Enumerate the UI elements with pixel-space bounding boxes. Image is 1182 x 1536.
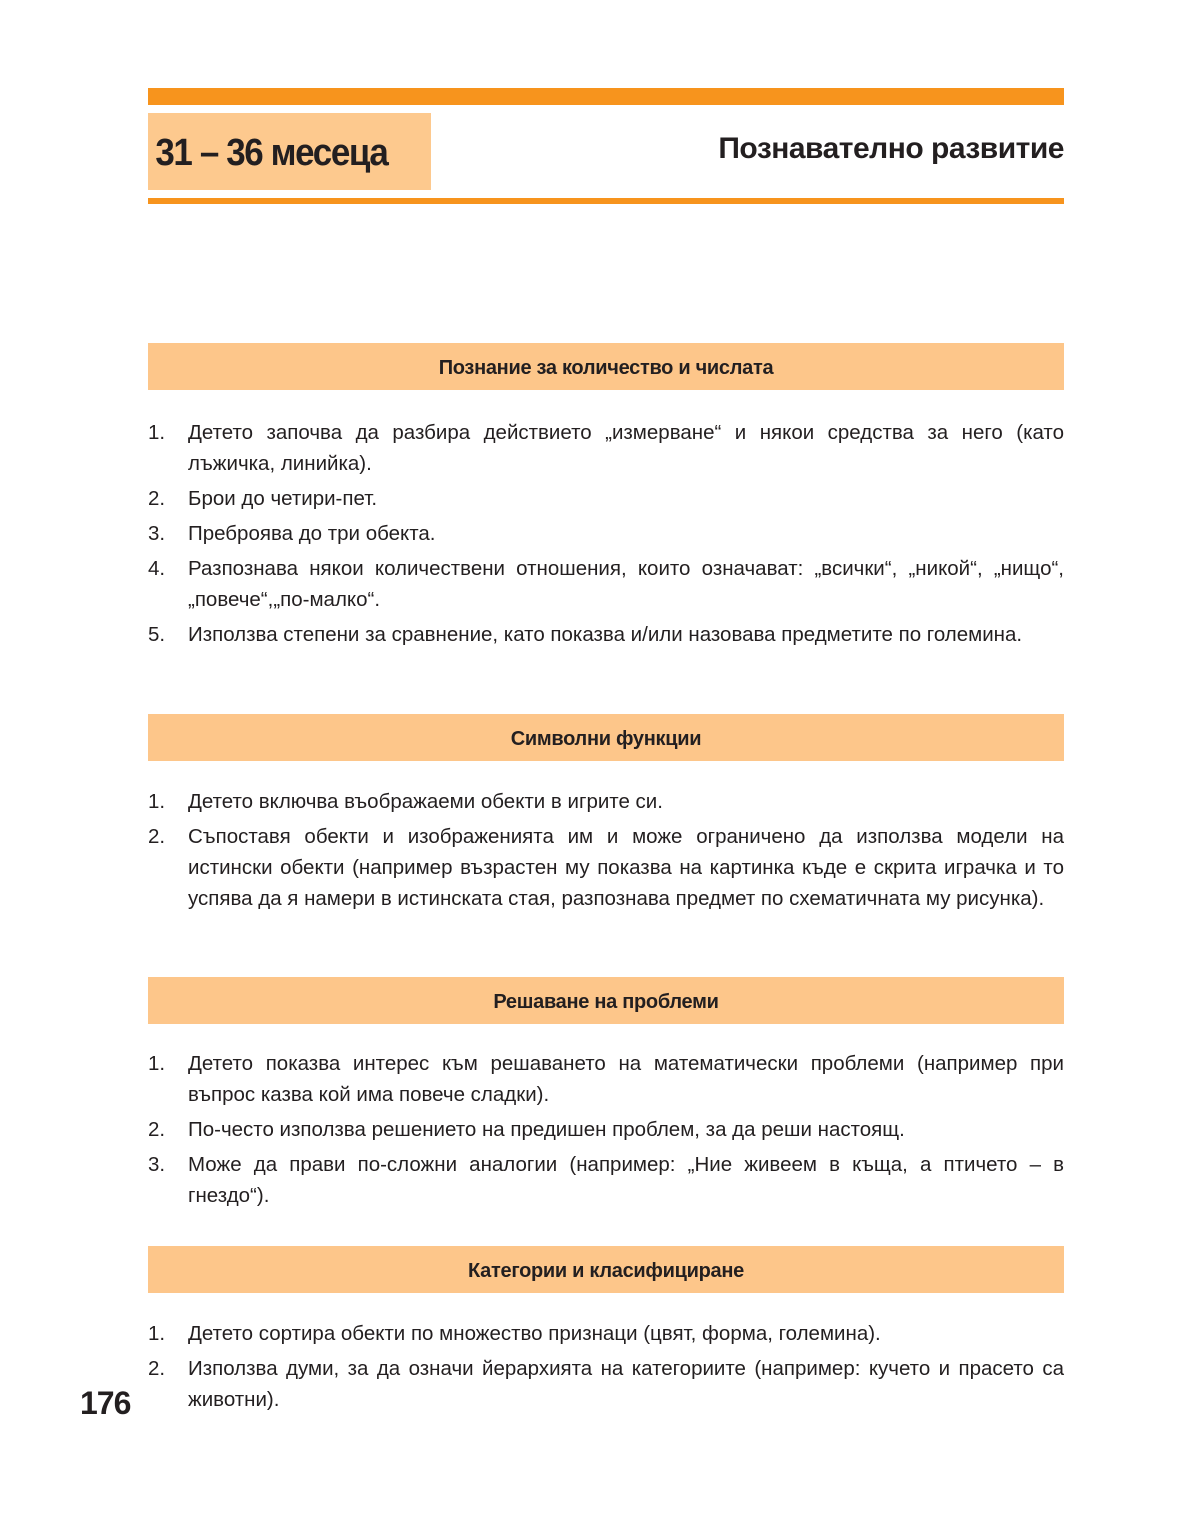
list-item	[148, 1149, 1064, 1211]
section-header-quantity	[148, 343, 1064, 390]
list-item	[148, 619, 1064, 650]
section-list-quantity	[148, 417, 1064, 654]
item-text: Преброява до три обекта.	[188, 522, 436, 545]
age-range-label: 31 – 36 месеца	[155, 132, 388, 174]
item-text: Разпознава някои количествени отношения, които означават: „всички“, „никой“, „нищо“,„повече“,„по-малко“.	[188, 557, 1064, 611]
item-text: По-често използва решението на предишен проблем, за да реши настоящ.	[188, 1118, 905, 1141]
item-text: Брои до четири-пет.	[188, 487, 378, 510]
section-list-symbolic	[148, 786, 1064, 918]
item-number: 4.	[148, 557, 166, 580]
section-list-problem-solving	[148, 1048, 1064, 1215]
list-item	[148, 1048, 1064, 1110]
section-title: Категории и класифициране	[468, 1260, 744, 1282]
item-text: Съпоставя обекти и изображенията им и може ограничено да използва модели на истински обекти (например възрастен му показва на картинка къде е скрита играчка и то успява да я намери в истинската стая, разпознава предмет по схематичната му рисунка).	[188, 825, 1064, 910]
list-item	[148, 553, 1064, 615]
page-number: 176	[80, 1385, 131, 1421]
item-text: Детето включва въображаеми обекти в игрите си.	[188, 790, 663, 813]
list-item	[148, 417, 1064, 479]
age-range-badge	[148, 113, 431, 190]
item-number: 2.	[148, 487, 166, 510]
list-item	[148, 518, 1064, 549]
item-text: Може да прави по-сложни аналогии (например: „Ние живеем в къща, а птичето – в гнездо“).	[188, 1153, 1064, 1207]
item-number: 2.	[148, 1357, 166, 1380]
list-item	[148, 1114, 1064, 1145]
header-bottom-rule	[148, 198, 1064, 204]
item-text: Детето сортира обекти по множество признаци (цвят, форма, големина).	[188, 1322, 881, 1345]
item-number: 2.	[148, 1118, 166, 1141]
list-item	[148, 1318, 1064, 1349]
item-text: Използва думи, за да означи йерархията на категориите (например: кучето и прасето са животни).	[188, 1357, 1064, 1411]
list-item	[148, 483, 1064, 514]
section-header-symbolic	[148, 714, 1064, 761]
item-number: 3.	[148, 1153, 166, 1176]
list-item	[148, 786, 1064, 817]
section-title: Символни функции	[510, 728, 702, 750]
item-number: 3.	[148, 522, 166, 545]
header-top-bar	[148, 88, 1064, 105]
item-text: Детето показва интерес към решаването на математически проблеми (например при въпрос казва кой има повече сладки).	[188, 1052, 1064, 1106]
item-number: 2.	[148, 825, 166, 848]
list-item	[148, 1353, 1064, 1415]
section-header-problem-solving	[148, 977, 1064, 1024]
item-number: 1.	[148, 1052, 166, 1075]
item-text: Използва степени за сравнение, като показва и/или назовава предметите по големина.	[188, 623, 1023, 646]
item-text: Детето започва да разбира действието „измерване“ и някои средства за него (като лъжичка, линийка).	[188, 421, 1064, 475]
page-title: Познавателно развитие	[718, 132, 1064, 165]
list-item	[148, 821, 1064, 914]
item-number: 1.	[148, 1322, 166, 1345]
section-title: Решаване на проблеми	[493, 991, 719, 1013]
item-number: 1.	[148, 790, 166, 813]
item-number: 1.	[148, 421, 166, 444]
item-number: 5.	[148, 623, 166, 646]
section-list-categories	[148, 1318, 1064, 1419]
section-title: Познание за количество и числата	[438, 357, 774, 379]
section-header-categories	[148, 1246, 1064, 1293]
